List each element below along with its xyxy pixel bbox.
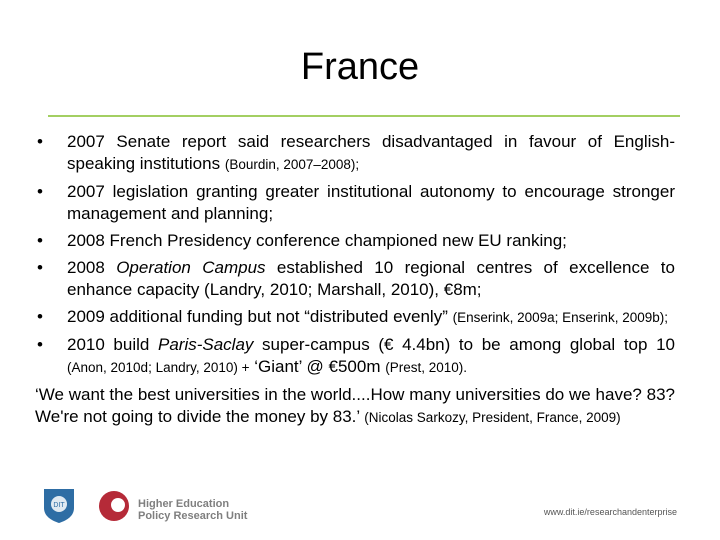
footer <box>0 486 720 526</box>
title-divider <box>48 115 680 117</box>
bullet-text: 2009 additional funding but not “distributed evenly” <box>67 307 448 326</box>
slide-title: France <box>300 46 420 88</box>
dit-logo <box>38 486 80 524</box>
quote-attribution: (Nicolas Sarkozy, President, France, 2009) <box>364 410 621 425</box>
citation: (Enserink, 2009a; Enserink, 2009b); <box>452 310 668 325</box>
dit-logo-text: DIT <box>53 502 65 509</box>
sarkozy-quote <box>35 384 675 429</box>
bullet-text: 2007 Senate report said researchers disadvantaged in favour of English-speaking institutions <box>67 132 675 173</box>
bullet-presidency-conference <box>35 230 675 252</box>
bullet-text: 2007 legislation granting greater institutional autonomy to encourage stronger management and planning; <box>67 182 675 223</box>
bullet-text: 2008 <box>67 258 105 277</box>
citation: (Bourdin, 2007–2008); <box>224 157 360 172</box>
bullet-senate-report <box>35 131 675 176</box>
bullet-text: super-campus (€ 4.4bn) to be among global top 10 <box>262 335 675 354</box>
bullet-operation-campus <box>35 257 675 301</box>
footer-url[interactable]: www.dit.ie/researchandenterprise <box>543 507 677 517</box>
herpu-logo-text <box>138 498 247 522</box>
emphasis-text: Paris-Saclay <box>157 335 254 354</box>
emphasis-text: Operation Campus <box>116 258 266 277</box>
bullet-text: established 10 regional centres of excellence to enhance capacity (Landry, 2010; Marshall, 2010), €8m; <box>67 258 675 299</box>
quote-text: ‘We want the best universities in the world....How many universities do we have? 83? We're not going to divide the money by 83.’ <box>35 385 675 426</box>
herpu-line2: Policy Research Unit <box>138 510 248 522</box>
bullet-text: 2008 French Presidency conference championed new EU ranking; <box>67 231 567 250</box>
citation: (Anon, 2010d; Landry, 2010) + <box>67 360 250 375</box>
bullet-paris-saclay <box>35 334 675 379</box>
bullet-funding <box>35 306 675 329</box>
bullet-legislation <box>35 181 675 225</box>
herpu-logo-mark <box>98 490 130 522</box>
herpu-line1: Higher Education <box>138 498 230 510</box>
bullet-text: ‘Giant’ @ €500m <box>254 357 381 376</box>
bullet-text: 2010 build <box>67 335 150 354</box>
bullet-list <box>35 131 675 379</box>
citation: (Prest, 2010). <box>385 360 468 375</box>
slide-content <box>35 131 675 429</box>
